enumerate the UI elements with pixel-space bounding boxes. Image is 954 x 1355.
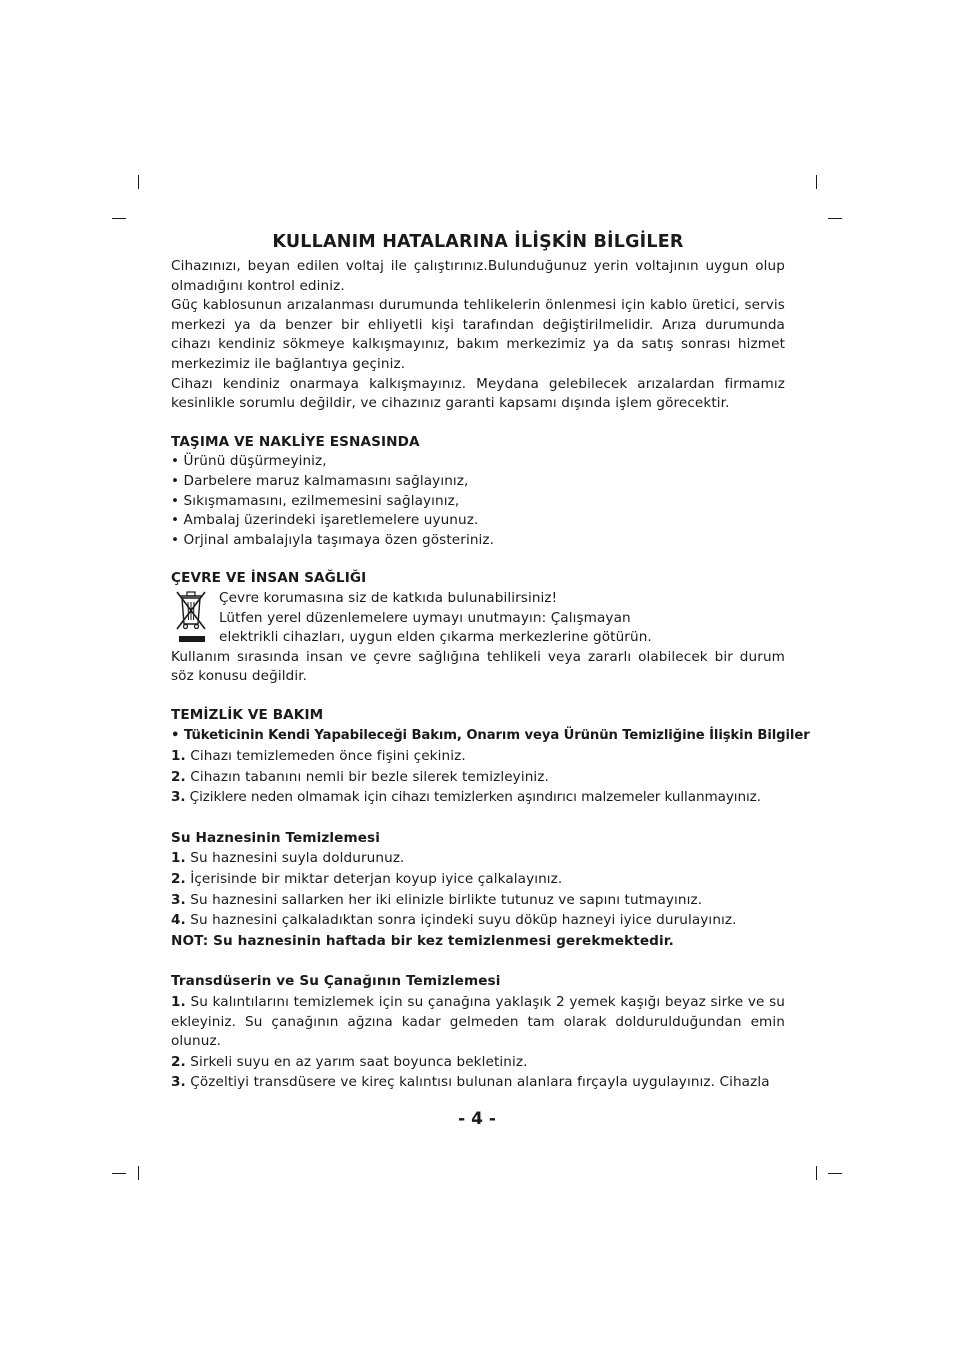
tank-step bbox=[171, 849, 785, 869]
crop-mark-bottom-right-vertical bbox=[816, 1166, 817, 1180]
transport-heading: TAŞIMA VE NAKLİYE ESNASINDA bbox=[171, 433, 420, 450]
cleaning-step bbox=[171, 768, 785, 788]
step-text: Su haznesini suyla doldurunuz. bbox=[190, 850, 405, 867]
step-number: 2. bbox=[171, 768, 186, 785]
crop-mark-bottom-left-vertical bbox=[138, 1166, 139, 1180]
tank-step bbox=[171, 911, 785, 931]
step-number: 1. bbox=[171, 748, 186, 765]
step-text: İçerisinde bir miktar deterjan koyup iyice çalkalayınız. bbox=[190, 871, 563, 888]
cleaning-heading: TEMİZLİK VE BAKIM bbox=[171, 706, 324, 723]
step-number: 1. bbox=[171, 850, 186, 867]
list-item: • Sıkışmamasını, ezilmemesini sağlayınız, bbox=[171, 492, 460, 509]
environment-heading: ÇEVRE VE İNSAN SAĞLIĞI bbox=[171, 570, 367, 587]
crop-mark-top-left-horizontal bbox=[112, 218, 126, 219]
cleaning-step bbox=[171, 747, 785, 767]
list-item: • Ürünü düşürmeyiniz, bbox=[171, 453, 327, 470]
page-title: KULLANIM HATALARINA İLİŞKİN BİLGİLER bbox=[272, 232, 684, 252]
intro-paragraph-1: Cihazınızı, beyan edilen voltaj ile çalıştırınız.Bulunduğunuz yerin voltajının uygun olup olmadığını kontrol ediniz. bbox=[171, 258, 785, 294]
step-text: Cihazın tabanını nemli bir bezle silerek temizleyiniz. bbox=[190, 768, 549, 785]
step-text: Su haznesini sallarken her iki elinizle birlikte tutunuz ve sapını tutmayınız. bbox=[190, 891, 703, 908]
step-number: 1. bbox=[171, 994, 186, 1010]
cleaning-subheading: • Tüketicinin Kendi Yapabileceği Bakım, Onarım veya Ürünün Temizliğine İlişkin Bilgiler bbox=[171, 728, 810, 744]
tank-step bbox=[171, 891, 785, 911]
step-number: 2. bbox=[171, 871, 186, 888]
step-text: Su kalıntılarını temizlemek için su çanağına yaklaşık 2 yemek kaşığı beyaz sirke ve su ekleyiniz. Su çanağının ağzına kadar gelmeden tam olarak doldurulduğundan emin olunuz. bbox=[171, 994, 785, 1050]
step-number: 3. bbox=[171, 1074, 186, 1091]
step-number: 3. bbox=[171, 891, 186, 908]
crop-mark-top-left-vertical bbox=[138, 175, 139, 189]
intro-paragraph-3: Cihazı kendiniz onarmaya kalkışmayınız. Meydana gelebilecek arızalardan firmamız kesinlikle sorumlu değildir, ve cihazınız garanti kapsamı dışında işlem görecektir. bbox=[171, 375, 785, 412]
transducer-step bbox=[171, 1073, 785, 1093]
step-text: Çiziklere neden olmamak için cihazı temizlerken aşındırıcı malzemeler kullanmayınız. bbox=[189, 789, 761, 806]
cleaning-step bbox=[171, 788, 785, 808]
environment-lines bbox=[219, 589, 785, 648]
environment-notice bbox=[171, 589, 785, 648]
tank-note: NOT: Su haznesinin haftada bir kez temizlenmesi gerekmektedir. bbox=[171, 932, 674, 949]
step-text: Su haznesini çalkaladıktan sonra içindeki suyu döküp hazneyi iyice durulayınız. bbox=[190, 912, 737, 929]
crop-mark-bottom-right-horizontal bbox=[828, 1173, 842, 1174]
intro-paragraph-2: Güç kablosunun arızalanması durumunda tehlikelerin önlenmesi için kablo üretici, servis merkezi ya da benzer bir ehliyetli kişi tarafından değiştirilmelidir. Arıza durumunda cihazı kendiniz sökmeye kalkışmayınız, bakım merkezimiz ya da satış sonrası hizmet merkezimiz ile bağlantıya geçiniz. bbox=[171, 297, 785, 372]
step-number: 4. bbox=[171, 912, 186, 929]
step-text: Cihazı temizlemeden önce fişini çekiniz. bbox=[190, 748, 466, 765]
environment-line: Çevre korumasına siz de katkıda bulunabilirsiniz! bbox=[219, 589, 558, 606]
step-number: 3. bbox=[171, 789, 186, 806]
list-item: • Orjinal ambalajıyla taşımaya özen gösteriniz. bbox=[171, 531, 495, 548]
environment-line: Lütfen yerel düzenlemelere uymayı unutmayın: Çalışmayan bbox=[219, 609, 631, 626]
tank-heading: Su Haznesinin Temizlemesi bbox=[171, 829, 380, 846]
list-item: • Ambalaj üzerindeki işaretlemelere uyunuz. bbox=[171, 512, 479, 529]
transducer-step bbox=[171, 1053, 785, 1073]
environment-line: elektrikli cihazları, uygun elden çıkarma merkezlerine götürün. bbox=[219, 629, 652, 646]
list-item: • Darbelere maruz kalmamasını sağlayınız, bbox=[171, 472, 469, 489]
environment-note: Kullanım sırasında insan ve çevre sağlığına tehlikeli veya zararlı olabilecek bir durum söz konusu değildir. bbox=[171, 648, 785, 685]
transducer-heading: Transdüserin ve Su Çanağının Temizlemesi bbox=[171, 973, 501, 990]
crop-mark-bottom-left-horizontal bbox=[112, 1173, 126, 1174]
crop-mark-top-right-vertical bbox=[816, 175, 817, 189]
weee-crossed-bin-icon bbox=[171, 589, 211, 647]
transport-list bbox=[171, 452, 785, 550]
step-text: Sirkeli suyu en az yarım saat boyunca bekletiniz. bbox=[190, 1053, 528, 1070]
page-content bbox=[171, 230, 810, 1093]
crop-mark-top-right-horizontal bbox=[828, 218, 842, 219]
tank-step bbox=[171, 870, 785, 890]
transducer-step bbox=[171, 993, 785, 1052]
step-number: 2. bbox=[171, 1053, 186, 1070]
page-number: - 4 - bbox=[458, 1109, 496, 1129]
step-text: Çözeltiyi transdüsere ve kireç kalıntısı bulunan alanlara fırçayla uygulayınız. Cihazla bbox=[190, 1074, 770, 1091]
